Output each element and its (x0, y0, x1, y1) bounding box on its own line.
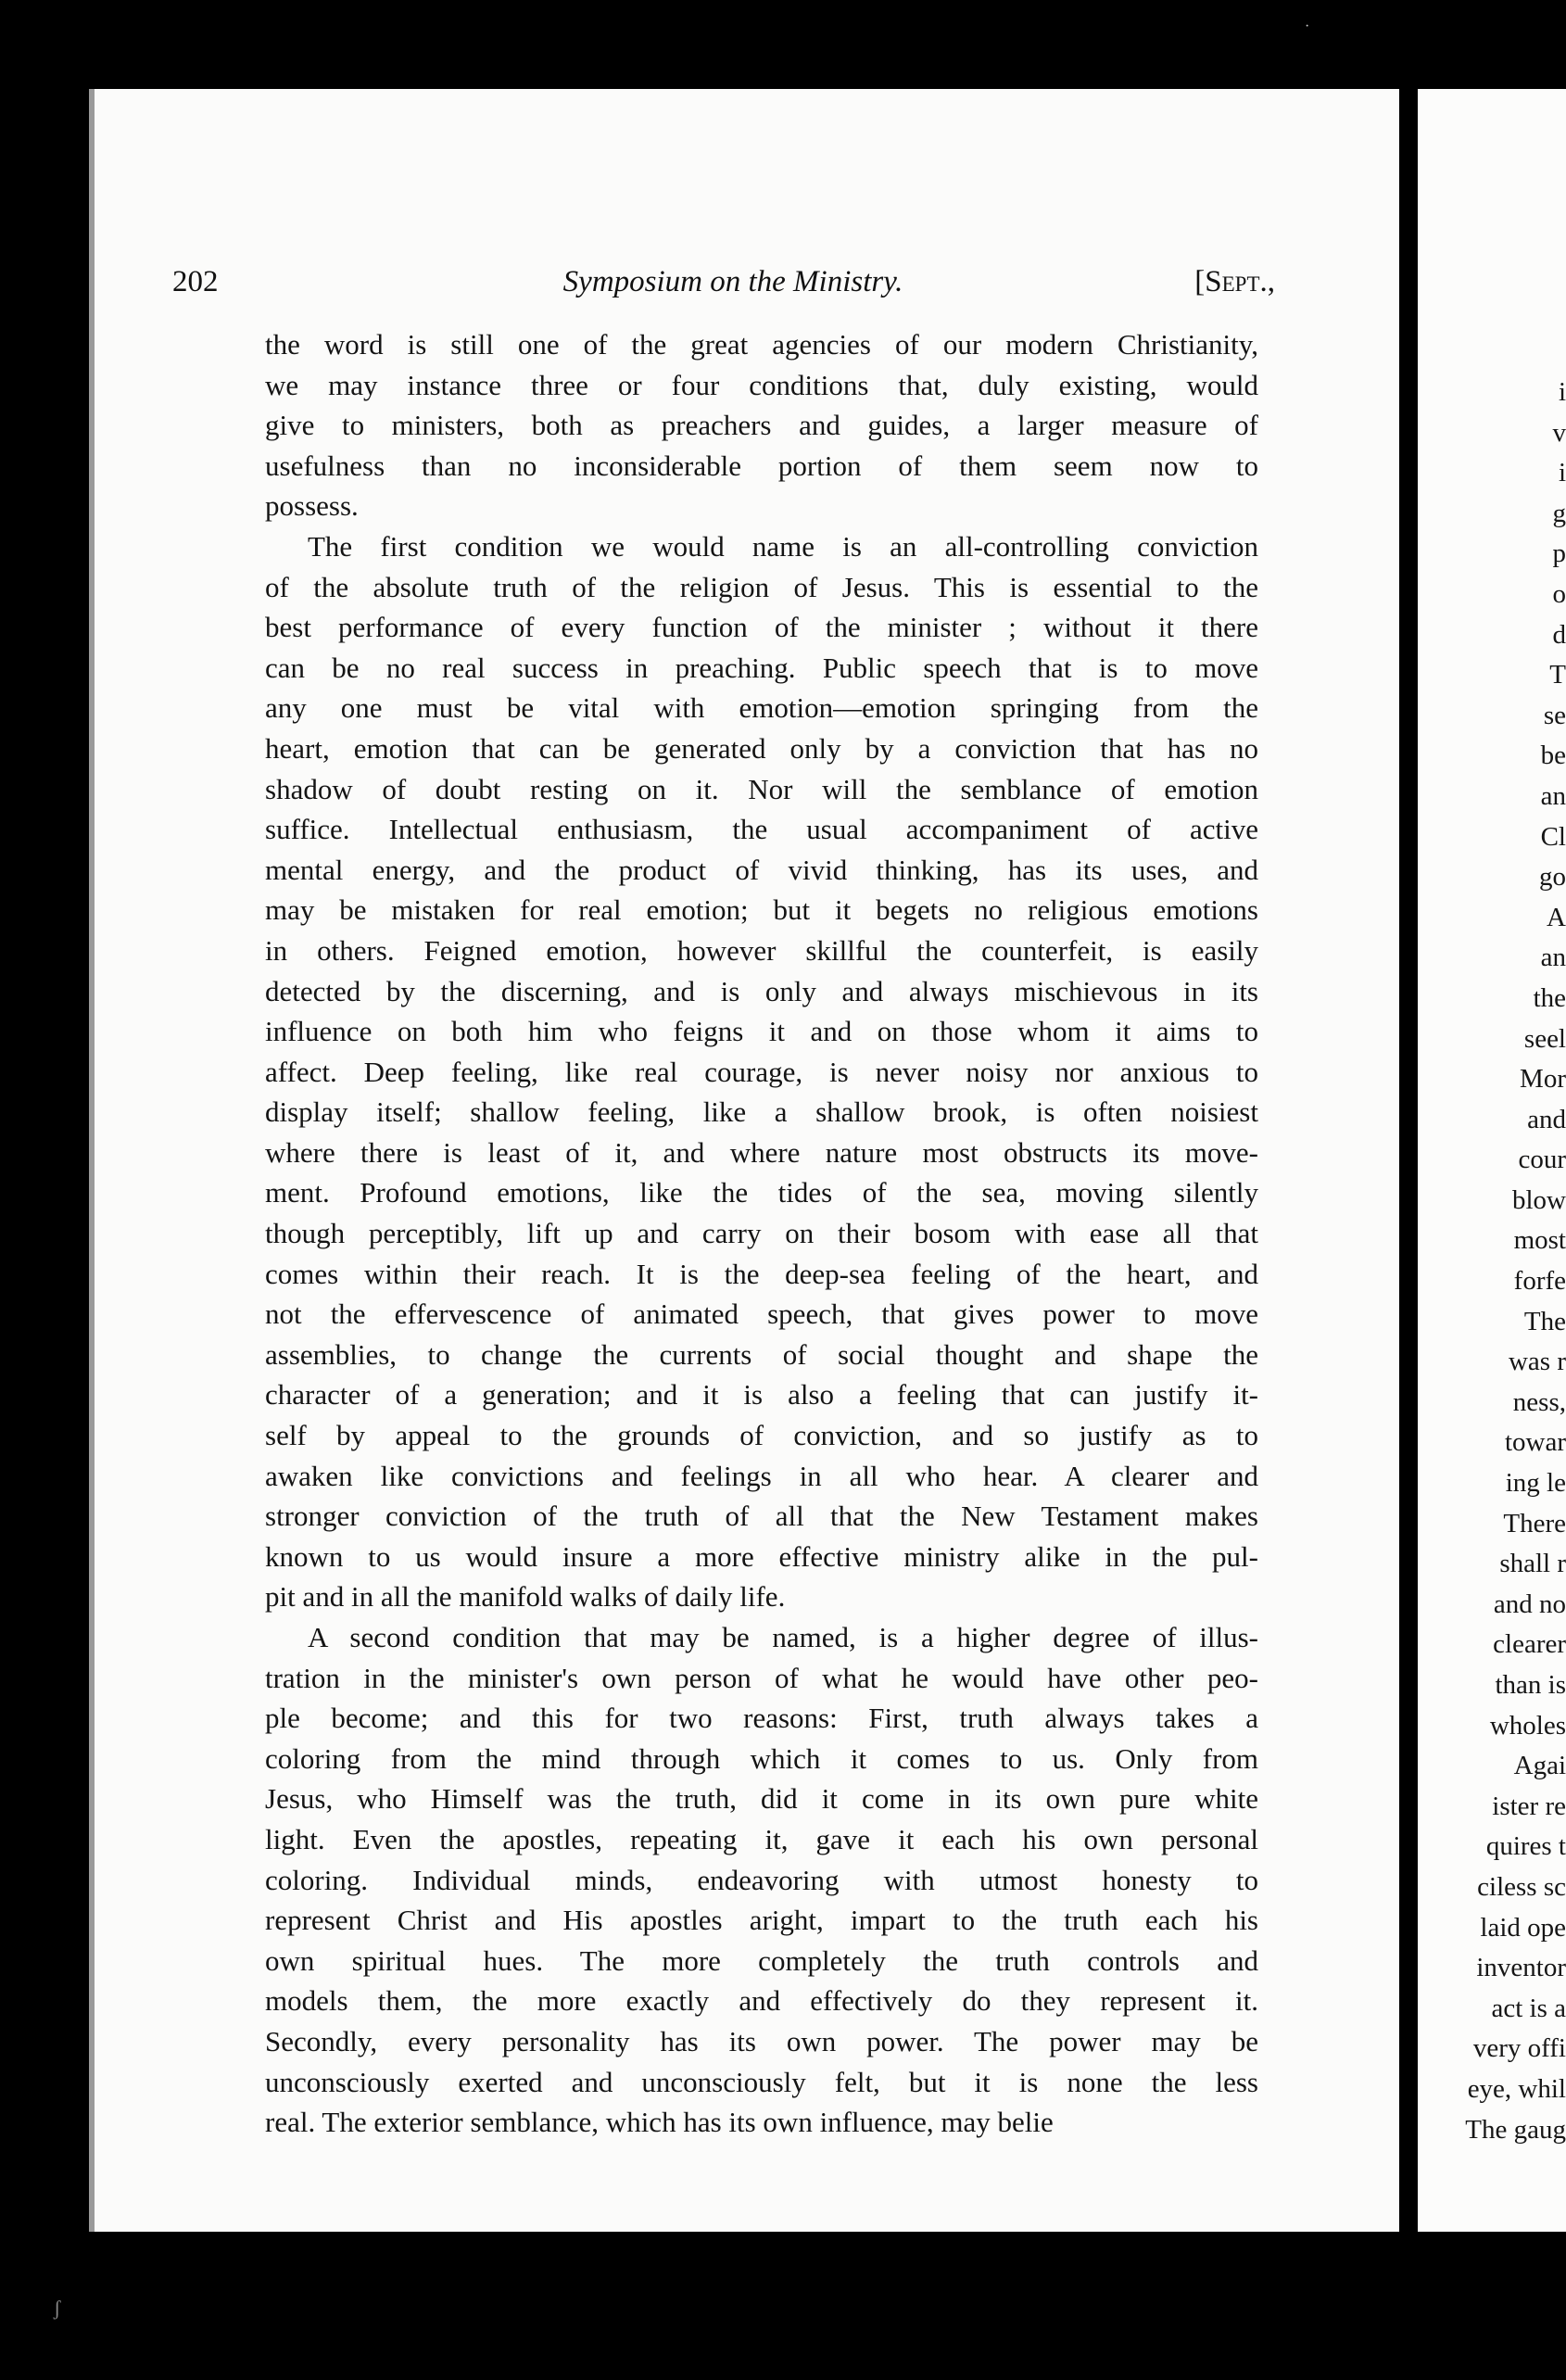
text-line: where there is least of it, and where nature most obstructs its move- (265, 1135, 1258, 1169)
facing-text-fragment: clearer (1493, 1629, 1566, 1660)
facing-text-fragment: d (1552, 619, 1566, 650)
facing-text-fragment: ister re (1492, 1791, 1566, 1821)
text-line: ple become; and this for two reasons: First, truth always takes a (265, 1702, 1258, 1735)
text-line: shadow of doubt resting on it. Nor will the semblance of emotion (265, 772, 1258, 805)
facing-text-fragment: ciless sc (1477, 1871, 1566, 1902)
text-line: suffice. Intellectual enthusiasm, the usual accompaniment of active (265, 813, 1258, 846)
text-line: assemblies, to change the currents of social thought and shape the (265, 1337, 1258, 1371)
text-line: the word is still one of the great agencies of our modern Christianity, (265, 328, 1258, 361)
text-line: tration in the minister's own person of what he would have other peo- (265, 1661, 1258, 1694)
text-line: models them, the more exactly and effectively do they represent it. (265, 1984, 1258, 2018)
text-line: though perceptibly, lift up and carry on their bosom with ease all that (265, 1217, 1258, 1250)
facing-text-fragment: the (1533, 982, 1566, 1013)
facing-text-fragment: i (1558, 377, 1566, 407)
facing-text-fragment: laid ope (1480, 1912, 1566, 1943)
facing-text-fragment: was r (1508, 1347, 1566, 1377)
facing-text-fragment: g (1552, 498, 1566, 528)
facing-text-fragment: o (1552, 578, 1566, 609)
facing-text-fragment: most (1513, 1225, 1566, 1256)
facing-text-fragment: go (1539, 862, 1566, 892)
paragraph (265, 1617, 1258, 2143)
text-line: can be no real success in preaching. Public speech that is to move (265, 651, 1258, 684)
text-line: mental energy, and the product of vivid thinking, has its uses, and (265, 853, 1258, 886)
facing-text-fragment: Agai (1513, 1751, 1566, 1781)
body-text (265, 324, 1258, 2143)
facing-text-fragment: towar (1504, 1427, 1566, 1458)
text-line: display itself; shallow feeling, like a shallow brook, is often noisiest (265, 1095, 1258, 1129)
facing-text-fragment: ing le (1505, 1468, 1566, 1499)
facing-text-fragment: Mor (1520, 1064, 1566, 1095)
facing-text-fragment: A (1547, 902, 1566, 932)
text-line: may be mistaken for real emotion; but it begets no religious emotions (265, 893, 1258, 927)
text-line: detected by the discerning, and is only and always mischievous in its (265, 974, 1258, 1007)
facing-text-fragment: and (1527, 1104, 1566, 1134)
text-line: stronger conviction of the truth of all that the New Testament makes (265, 1500, 1258, 1533)
text-line: Jesus, who Himself was the truth, did it come in its own pure white (265, 1782, 1258, 1816)
paragraph (265, 324, 1258, 526)
facing-text-fragment: quires t (1485, 1831, 1566, 1862)
text-line: best performance of every function of the minister ; without it there (265, 611, 1258, 644)
text-line: influence on both him who feigns it and on those whom it aims to (265, 1015, 1258, 1048)
facing-text-fragment: seel (1523, 1023, 1566, 1054)
facing-text-fragment: wholes (1489, 1710, 1566, 1741)
facing-text-fragment: There (1503, 1508, 1566, 1538)
text-line: real. The exterior semblance, which has its own influence, may belie (265, 2106, 1054, 2139)
facing-text-fragment: eye, whil (1467, 2073, 1566, 2104)
text-line: self by appeal to the grounds of conviction, and so justify as to (265, 1419, 1258, 1452)
facing-text-fragment: cour (1518, 1145, 1566, 1175)
text-line: own spiritual hues. The more completely the truth controls and (265, 1943, 1258, 1977)
facing-text-fragment: very offi (1472, 2033, 1566, 2064)
running-title: Symposium on the Ministry. (562, 265, 903, 298)
text-line: known to us would insure a more effective ministry alike in the pul- (265, 1539, 1258, 1573)
facing-text-fragment: se (1543, 700, 1566, 730)
facing-text-fragment: than is (1495, 1670, 1566, 1700)
facing-text-fragment: act is a (1491, 1993, 1566, 2023)
text-line: of the absolute truth of the religion of Jesus. This is essential to the (265, 570, 1258, 603)
text-line: character of a generation; and it is also a feeling that can justify it- (265, 1378, 1258, 1412)
text-line: represent Christ and His apostles aright, impart to the truth each his (265, 1904, 1258, 1937)
facing-text-fragment: an (1540, 780, 1566, 811)
text-line: A second condition that may be named, is a higher degree of illus- (308, 1621, 1258, 1653)
scan-speck: · (1305, 19, 1310, 34)
text-line: light. Even the apostles, repeating it, gave it each his own personal (265, 1822, 1258, 1855)
text-line: coloring from the mind through which it comes to us. Only from (265, 1741, 1258, 1775)
text-line: usefulness than no inconsiderable portion of them seem now to (265, 449, 1258, 482)
text-line: give to ministers, both as preachers and guides, a larger measure of (265, 409, 1258, 442)
text-line: not the effervescence of animated speech, that gives power to move (265, 1298, 1258, 1331)
facing-text-fragment: an (1540, 943, 1566, 973)
page-number: 202 (172, 265, 219, 298)
text-line: awaken like convictions and feelings in all who hear. A clearer and (265, 1459, 1258, 1492)
facing-text-fragment: The (1523, 1306, 1566, 1336)
text-line: The first condition we would name is an all-controlling conviction (308, 529, 1258, 563)
facing-text-fragment: T (1549, 660, 1566, 690)
facing-text-fragment: shall r (1499, 1549, 1566, 1579)
running-head (172, 265, 1275, 321)
right-page-text-fragments (1418, 373, 1566, 2150)
text-line: ment. Profound emotions, like the tides of the sea, moving silently (265, 1176, 1258, 1209)
right-page-edge (1418, 89, 1566, 2232)
text-line: affect. Deep feeling, like real courage, is never noisy nor anxious to (265, 1055, 1258, 1088)
text-line: in others. Feigned emotion, however skillful the counterfeit, is easily (265, 933, 1258, 967)
facing-text-fragment: i (1558, 458, 1566, 488)
facing-text-fragment: The gaug (1465, 2114, 1566, 2145)
text-line: coloring. Individual minds, endeavoring with utmost honesty to (265, 1863, 1258, 1896)
facing-text-fragment: ness, (1512, 1386, 1566, 1417)
text-line: Secondly, every personality has its own power. The power may be (265, 2024, 1258, 2057)
text-line: any one must be vital with emotion—emotion springing from the (265, 691, 1258, 725)
scan-mark: ʃ (54, 2297, 61, 2320)
text-line: comes within their reach. It is the deep-sea feeling of the heart, and (265, 1257, 1258, 1290)
facing-text-fragment: v (1552, 417, 1566, 448)
text-line: heart, emotion that can be generated only by a conviction that has no (265, 731, 1258, 765)
facing-text-fragment: blow (1512, 1184, 1566, 1215)
facing-text-fragment: forfe (1513, 1266, 1566, 1297)
facing-text-fragment: inventor (1476, 1953, 1566, 1983)
text-line: pit and in all the manifold walks of daily life. (265, 1580, 786, 1614)
facing-text-fragment: Cl (1540, 821, 1566, 852)
facing-text-fragment: be (1540, 741, 1566, 771)
text-line: we may instance three or four conditions that, duly existing, would (265, 368, 1258, 401)
text-line: possess. (265, 489, 359, 523)
facing-text-fragment: and no (1493, 1589, 1566, 1619)
facing-text-fragment: p (1552, 538, 1566, 569)
text-line: unconsciously exerted and unconsciously felt, but it is none the less (265, 2065, 1258, 2098)
paragraph (265, 526, 1258, 1617)
running-date: [Sept., (1194, 265, 1275, 298)
